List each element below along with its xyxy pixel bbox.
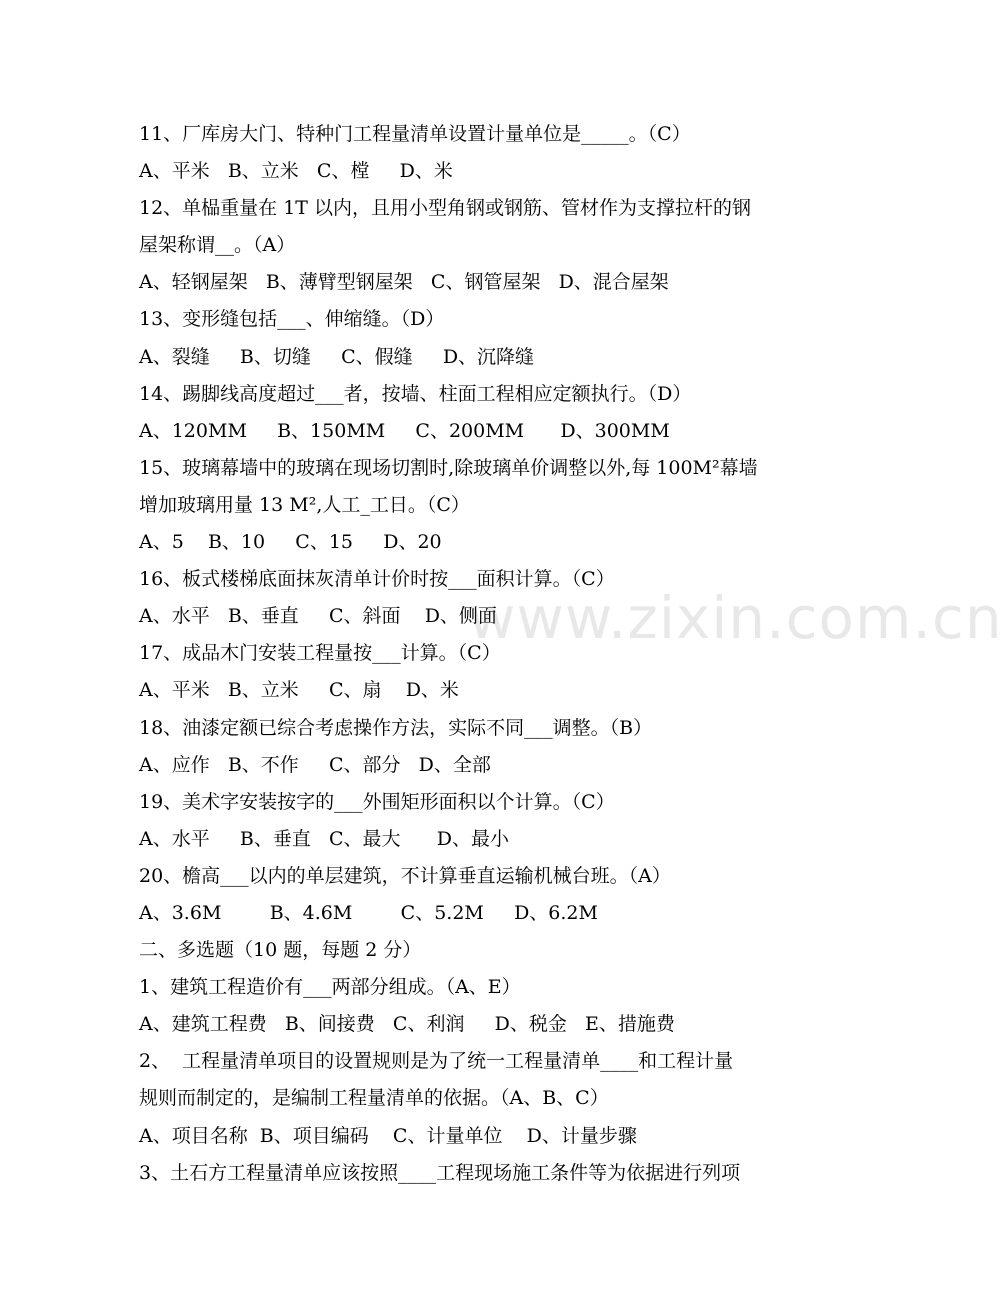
question-12-continued: 屋架称谓__。（A） xyxy=(139,234,296,257)
question-14: 14、踢脚线高度超过___者，按墙、柱面工程相应定额执行。（D） xyxy=(139,382,692,405)
question-16: 16、板式楼梯底面抹灰清单计价时按___面积计算。（C） xyxy=(139,568,615,591)
question-11: 11、厂库房大门、特种门工程量清单设置计量单位是_____。（C） xyxy=(139,123,691,145)
question-13-options: A、裂缝 B、切缝 C、假缝 D、沉降缝 xyxy=(139,345,535,368)
watermark-text: www.zixin.com.cn xyxy=(468,584,1003,652)
question-14-options: A、120MM B、150MM C、200MM D、300MM xyxy=(139,419,670,442)
mc-question-2: 2、 工程量清单项目的设置规则是为了统一工程量清单____和工程计量 xyxy=(139,1050,734,1073)
question-15-options: A、5 B、10 C、15 D、20 xyxy=(139,531,442,554)
question-13: 13、变形缝包括___、伸缩缝。（D） xyxy=(139,308,445,331)
question-19-options: A、水平 B、垂直 C、最大 D、最小 xyxy=(139,827,510,850)
question-15: 15、玻璃幕墙中的玻璃在现场切割时,除玻璃单价调整以外,每 100M²幕墙 xyxy=(139,456,758,479)
document-body xyxy=(139,116,829,1192)
question-17: 17、成品木门安装工程量按___计算。（C） xyxy=(139,642,501,665)
question-20-options: A、3.6M B、4.6M C、5.2M D、6.2M xyxy=(139,901,598,924)
mc-question-2-continued: 规则而制定的，是编制工程量清单的依据。（A、B、C） xyxy=(139,1087,609,1110)
question-12: 12、单榀重量在 1T 以内，且用小型角钢或钢筋、管材作为支撑拉杆的钢 xyxy=(139,197,752,220)
mc-question-1: 1、建筑工程造价有___两部分组成。（A、E） xyxy=(139,976,521,999)
question-15-continued: 增加玻璃用量 13 M²,人工_工日。（C） xyxy=(139,493,470,516)
question-17-options: A、平米 B、立米 C、扇 D、米 xyxy=(139,679,459,702)
section-heading-multiple-choice: 二、多选题（10 题，每题 2 分） xyxy=(139,939,422,962)
question-16-options: A、水平 B、垂直 C、斜面 D、侧面 xyxy=(139,605,497,628)
mc-question-1-options: A、建筑工程费 B、间接费 C、利润 D、税金 E、措施费 xyxy=(139,1013,675,1036)
mc-question-3: 3、土石方工程量清单应该按照____工程现场施工条件等为依据进行列项 xyxy=(139,1161,741,1184)
mc-question-2-options: A、项目名称 B、项目编码 C、计量单位 D、计量步骤 xyxy=(139,1124,637,1147)
question-12-options: A、轻钢屋架 B、薄臂型钢屋架 C、钢管屋架 D、混合屋架 xyxy=(139,271,669,294)
question-20: 20、檐高___以内的单层建筑，不计算垂直运输机械台班。（A） xyxy=(139,864,671,887)
question-19: 19、美术字安装按字的___外围矩形面积以个计算。（C） xyxy=(139,790,615,813)
question-18: 18、油漆定额已综合考虑操作方法，实际不同___调整。（B） xyxy=(139,716,653,739)
question-11-options: A、平米 B、立米 C、樘 D、米 xyxy=(139,160,453,183)
question-18-options: A、应作 B、不作 C、部分 D、全部 xyxy=(139,753,491,776)
